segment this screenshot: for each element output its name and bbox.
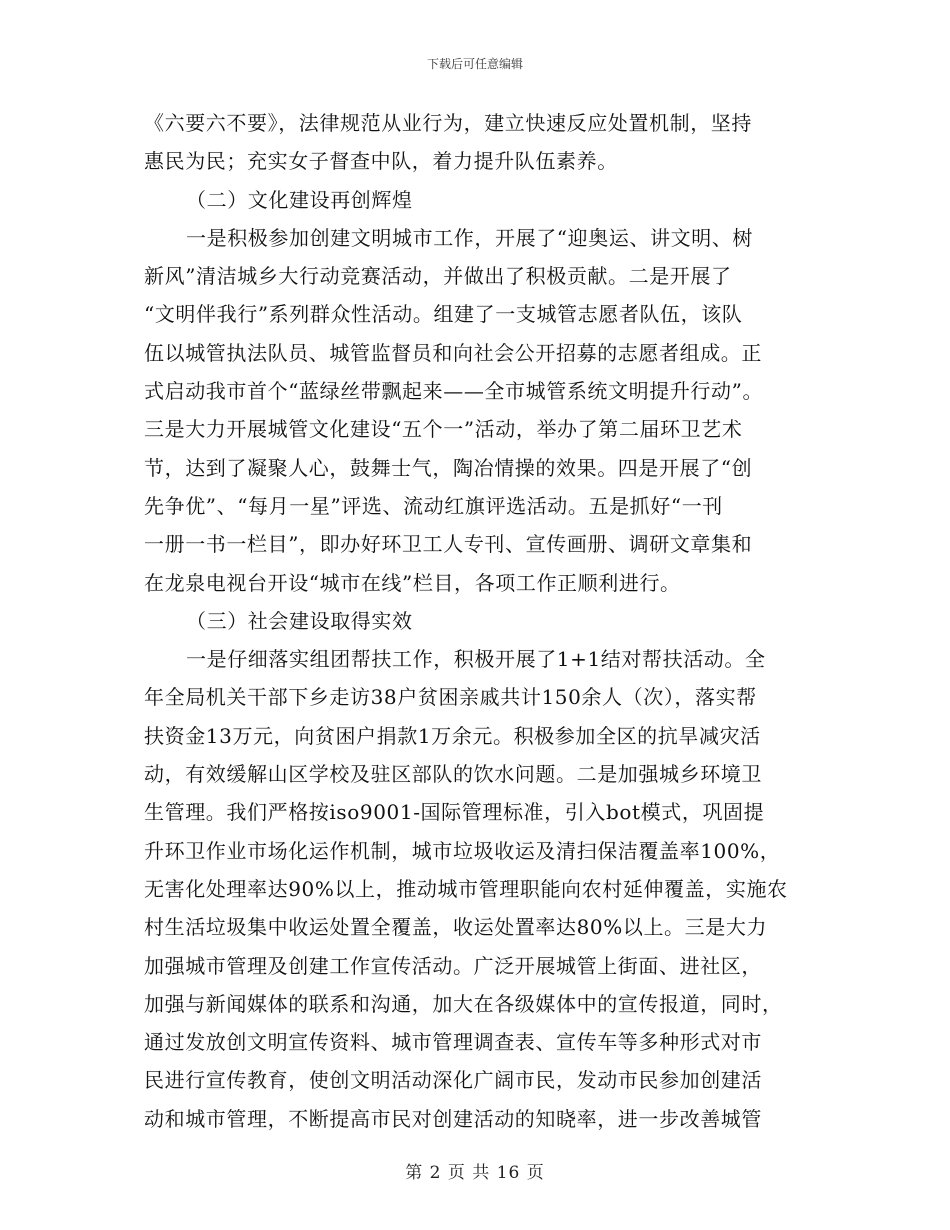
text-line: 动和城市管理，不断提高市民对创建活动的知晓率，进一步改善城管	[144, 1106, 762, 1131]
text-line: 惠民为民；充实女子督查中队，着力提升队伍素养。	[144, 149, 618, 174]
text-line: 新风”清洁城乡大行动竞赛活动，并做出了积极贡献。二是开展了	[144, 264, 732, 289]
text-line: 民进行宣传教育，使创文明活动深化广阔市民，发动市民参加创建活	[144, 1068, 762, 1093]
text-line: 升环卫作业市场化运作机制，城市垃圾收运及清扫保洁覆盖率100%，	[144, 838, 781, 863]
text-line: 年全局机关干部下乡走访38户贫困亲戚共计150余人（次），落实帮	[144, 685, 757, 710]
page-header: 下载后可任意编辑	[426, 57, 523, 71]
section-heading-culture: （二）文化建设再创辉煌	[186, 187, 413, 212]
text-line: “文明伴我行”系列群众性活动。组建了一支城管志愿者队伍，该队	[144, 302, 743, 327]
text-line: 加强与新闻媒体的联系和沟通，加大在各级媒体中的宣传报道，同时，	[144, 991, 783, 1016]
section-heading-society: （三）社会建设取得实效	[186, 608, 413, 633]
text-line: 一册一书一栏目”，即办好环卫工人专刊、宣传画册、调研文章集和	[144, 532, 753, 557]
page-footer: 第 2 页 共 16 页	[405, 1163, 545, 1183]
text-line: 扶资金13万元，向贫困户捐款1万余元。积极参加全区的抗旱减灾活	[144, 723, 761, 748]
text-line: 生管理。我们严格按iso9001-国际管理标准，引入bot模式，巩固提	[144, 800, 765, 825]
document-body	[144, 104, 804, 1138]
text-line: 三是大力开展城管文化建设“五个一”活动，举办了第二届环卫艺术	[144, 417, 743, 442]
text-line: 先争优”、“每月一星”评选、流动红旗评选活动。五是抓好“一刊	[144, 493, 723, 518]
text-line: 一是仔细落实组团帮扶工作，积极开展了1+1结对帮扶活动。全	[186, 647, 766, 672]
text-line: 伍以城管执法队员、城管监督员和向社会公开招募的志愿者组成。正	[144, 340, 762, 365]
text-line: 加强城市管理及创建工作宣传活动。广泛开展城管上街面、进社区，	[144, 953, 762, 978]
text-line: 村生活垃圾集中收运处置全覆盖，收运处置率达80%以上。三是大力	[144, 915, 768, 940]
text-line: 一是积极参加创建文明城市工作，开展了“迎奥运、讲文明、树	[186, 225, 754, 250]
text-line: 式启动我市首个“蓝绿丝带飘起来——全市城管系统文明提升行动”。	[144, 379, 764, 404]
text-line: 动，有效缓解山区学校及驻区部队的饮水问题。二是加强城乡环境卫	[144, 762, 762, 787]
text-line: 在龙泉电视台开设“城市在线”栏目，各项工作正顺利进行。	[144, 570, 681, 595]
text-line: 通过发放创文明宣传资料、城市管理调查表、宣传车等多种形式对市	[144, 1030, 762, 1055]
text-line: 节，达到了凝聚人心，鼓舞士气，陶冶情操的效果。四是开展了“创	[144, 455, 753, 480]
text-line: 无害化处理率达90%以上，推动城市管理职能向农村延伸覆盖，实施农	[144, 876, 788, 901]
text-line: 《六要六不要》，法律规范从业行为，建立快速反应处置机制，坚持	[144, 111, 752, 135]
